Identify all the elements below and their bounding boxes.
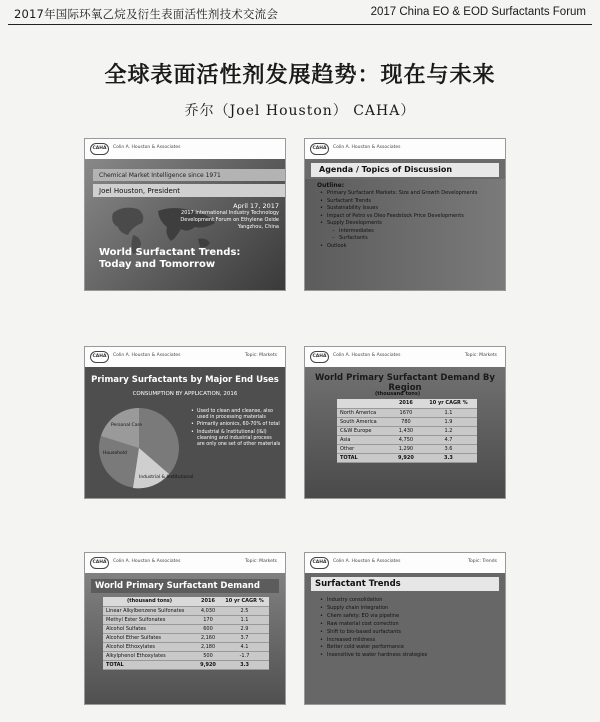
table-row — [103, 651, 269, 660]
table-row — [103, 606, 269, 615]
table-header: (thousand tons) — [103, 597, 196, 606]
trends-list — [319, 597, 427, 660]
table-cell: 1.1 — [220, 615, 269, 624]
slide-header-bar — [85, 139, 285, 159]
caha-logo: CAHA — [310, 351, 329, 363]
slide-4-demand-by-region — [304, 346, 506, 499]
event-date: April 17, 2017 — [233, 202, 279, 210]
pie-label: Household — [103, 451, 127, 456]
table-cell: Alcohol Ether Sulfates — [103, 633, 196, 642]
table-cell: 1.9 — [420, 417, 477, 426]
company-name: Colin A. Houston & Associates — [333, 145, 401, 150]
agenda-body — [305, 179, 505, 290]
slide-header-bar — [85, 347, 285, 367]
header-right-text: 2017 China EO & EOD Surfactants Forum — [370, 6, 586, 18]
header-left-text: 2017年国际环氧乙烷及衍生表面活性剂技术交流会 — [14, 7, 279, 21]
table-header: 2016 — [392, 399, 420, 408]
agenda-item: • Supply Developments — [317, 220, 493, 228]
table-cell: 600 — [196, 624, 220, 633]
table-total-row — [103, 660, 269, 669]
table-cell: Linear Alkylbenzene Sulfonates — [103, 606, 196, 615]
company-name: Colin A. Houston & Associates — [333, 559, 401, 564]
table-cell: 780 — [392, 417, 420, 426]
table-cell: 3.3 — [420, 453, 477, 462]
agenda-item: • Impact of Petro vs Oleo Feedstock Price Developments — [317, 213, 493, 221]
slide-header-bar — [305, 347, 505, 367]
table-cell: Alcohol Ethoxylates — [103, 642, 196, 651]
table-cell: South America — [337, 417, 392, 426]
slide-5-demand-by-type — [84, 552, 286, 705]
outline-label: Outline: — [317, 182, 345, 189]
slide-4-heading: World Primary Surfactant Demand By Region — [315, 373, 495, 393]
list-item: • Shift to bio-based surfactants — [319, 629, 427, 637]
topic-label: Topic: Trends — [468, 559, 497, 564]
surfactant-demand-table — [103, 597, 269, 670]
company-name: Colin A. Houston & Associates — [113, 559, 181, 564]
caha-logo: CAHA — [90, 143, 109, 155]
tagline-band: Chemical Market Intelligence since 1971 — [93, 169, 285, 181]
slide-1-heading-line-1: World Surfactant Trends: — [99, 247, 241, 258]
table-row — [103, 642, 269, 651]
table-row — [103, 633, 269, 642]
list-item: • Better cold water performance — [319, 644, 427, 652]
caha-logo: CAHA — [310, 143, 329, 155]
event-location: Yangzhou, China — [237, 224, 279, 230]
slide-3-heading: Primary Surfactants by Major End Uses — [91, 375, 279, 385]
table-cell: Other — [337, 444, 392, 453]
table-header — [337, 399, 392, 408]
table-cell: 9,920 — [196, 660, 220, 669]
table-cell: 1,290 — [392, 444, 420, 453]
presenter-band: Joel Houston, President — [93, 184, 285, 197]
region-demand-table — [337, 399, 477, 463]
table-cell: 1.1 — [420, 408, 477, 417]
topic-label: Topic: Markets — [464, 353, 497, 358]
slide-1-heading-line-2: Today and Tomorrow — [99, 259, 216, 270]
slide-2-agenda — [304, 138, 506, 291]
document-title: 全球表面活性剂发展趋势：现在与未来 — [104, 63, 496, 88]
pie-label: Industrial & Institutional — [139, 475, 194, 480]
table-cell: 3.7 — [220, 633, 269, 642]
table-cell: Alkylphenol Ethoxylates — [103, 651, 196, 660]
company-name: Colin A. Houston & Associates — [113, 353, 181, 358]
topic-label: Topic: Markets — [244, 559, 277, 564]
table-header: 10 yr CAGR % — [420, 399, 477, 408]
table-row — [103, 615, 269, 624]
company-name: Colin A. Houston & Associates — [113, 145, 181, 150]
slide-6-surfactant-trends — [304, 552, 506, 705]
table-cell: 3.6 — [420, 444, 477, 453]
table-cell: 3.3 — [220, 660, 269, 669]
table-header-row — [337, 399, 477, 408]
table-cell: 4.1 — [220, 642, 269, 651]
table-cell: 500 — [196, 651, 220, 660]
list-item: • Insensitive to water hardness strategies — [319, 652, 427, 660]
event-line-1: 2017 International Industry Technology — [181, 210, 279, 216]
agenda-item: • Outlook — [317, 243, 493, 251]
list-item: • Raw material cost correction — [319, 621, 427, 629]
table-cell: 1670 — [392, 408, 420, 417]
document-author: 乔尔（Joel Houston） CAHA） — [184, 103, 416, 119]
agenda-subitem: – Intermediates — [317, 228, 493, 236]
table-cell: Methyl Ester Sulfonates — [103, 615, 196, 624]
table-row — [337, 435, 477, 444]
table-cell: -1.7 — [220, 651, 269, 660]
table-cell: 2,160 — [196, 633, 220, 642]
table-cell: 1.2 — [420, 426, 477, 435]
table-row — [337, 417, 477, 426]
agenda-subitem: – Surfactants — [317, 235, 493, 243]
table-cell: 4,750 — [392, 435, 420, 444]
list-item: • Increased mildness — [319, 637, 427, 645]
list-item: • Industry consolidation — [319, 597, 427, 605]
slide-1-title — [84, 138, 286, 291]
table-cell: TOTAL — [103, 660, 196, 669]
header-rule — [8, 24, 592, 25]
caha-logo: CAHA — [90, 557, 109, 569]
table-row — [103, 624, 269, 633]
event-line-2: Development Forum on Ethylene Oxide — [180, 217, 279, 223]
end-use-pie-chart — [93, 402, 194, 494]
table-cell: 2,180 — [196, 642, 220, 651]
caha-logo: CAHA — [90, 351, 109, 363]
table-cell: 9,920 — [392, 453, 420, 462]
topic-label: Topic: Markets — [244, 353, 277, 358]
list-item: • Supply chain integration — [319, 605, 427, 613]
table-row — [337, 426, 477, 435]
agenda-header: Agenda / Topics of Discussion — [311, 163, 499, 177]
table-cell: 4.7 — [420, 435, 477, 444]
list-item: • Chem safety: EO via pipeline — [319, 613, 427, 621]
slide-1-heading — [99, 247, 240, 271]
table-cell: 4,030 — [196, 606, 220, 615]
slide-6-heading: Surfactant Trends — [315, 579, 401, 589]
company-name: Colin A. Houston & Associates — [333, 353, 401, 358]
slide-header-bar — [305, 139, 505, 159]
table-cell: 2.5 — [220, 606, 269, 615]
page-header — [0, 0, 600, 26]
table-cell: TOTAL — [337, 453, 392, 462]
table-cell: North America — [337, 408, 392, 417]
slide-3-end-uses — [84, 346, 286, 499]
table-header: 2016 — [196, 597, 220, 606]
bullet-item: • Industrial & Institutional (I&I) cleaning and industrial process are only one set of other materials — [191, 430, 281, 449]
table-cell: Asia — [337, 435, 392, 444]
table-cell: 1,430 — [392, 426, 420, 435]
bullet-item: • Used to clean and cleanse, also used in processing materials — [191, 409, 281, 421]
table-row — [337, 408, 477, 417]
table-total-row — [337, 453, 477, 462]
table-header: 10 yr CAGR % — [220, 597, 269, 606]
slide-3-bullets — [191, 409, 281, 449]
agenda-item: • Sustainability Issues — [317, 205, 493, 213]
bullet-item: • Primarily anionics, 60-70% of total — [191, 422, 281, 428]
slide-header-bar — [305, 553, 505, 573]
table-cell: C&W Europe — [337, 426, 392, 435]
slide-5-heading: World Primary Surfactant Demand — [95, 581, 260, 591]
agenda-item: • Surfactant Trends — [317, 198, 493, 206]
event-details — [180, 203, 279, 231]
unit-label: (thousand tons) — [375, 391, 421, 397]
slide-header-bar — [85, 553, 285, 573]
slide-3-subheading: CONSUMPTION BY APPLICATION, 2016 — [132, 391, 238, 397]
table-cell: 2.9 — [220, 624, 269, 633]
caha-logo: CAHA — [310, 557, 329, 569]
table-cell: 170 — [196, 615, 220, 624]
agenda-item: • Primary Surfactant Markets: Size and Growth Developments — [317, 190, 493, 198]
table-row — [337, 444, 477, 453]
pie-label: Personal Care — [111, 423, 142, 428]
table-header-row — [103, 597, 269, 606]
table-cell: Alcohol Sulfates — [103, 624, 196, 633]
